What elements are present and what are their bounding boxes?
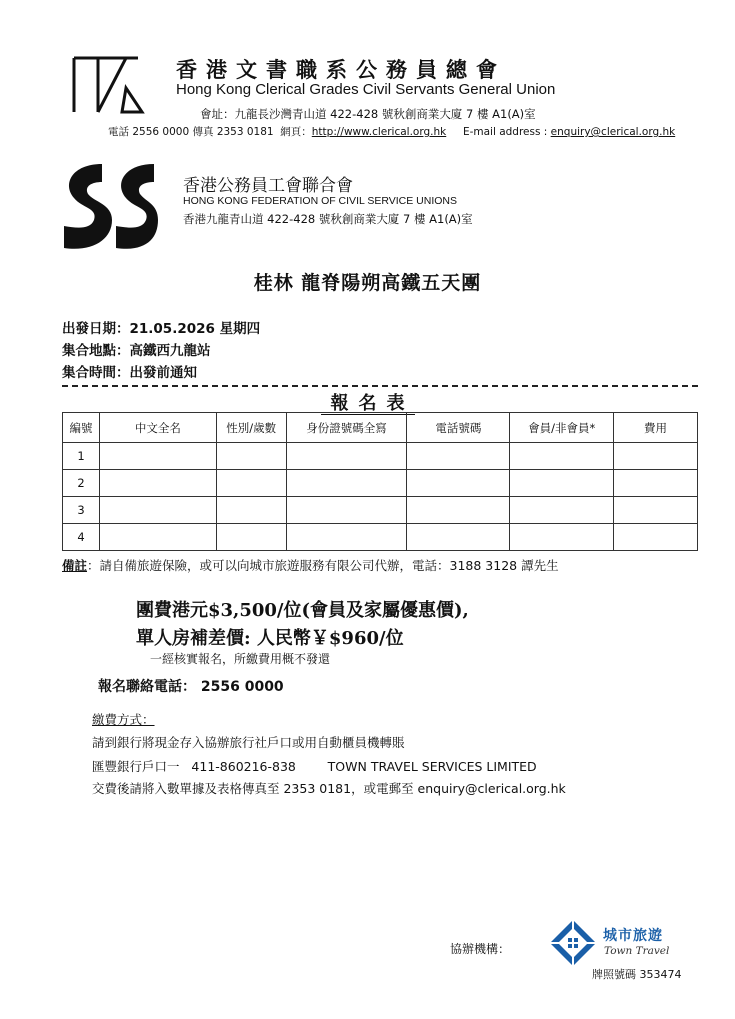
fax-value: 2353 0181 (216, 126, 274, 138)
payment-method-label: 繳費方式： (92, 712, 155, 727)
email-label: E-mail address : (462, 126, 548, 138)
fee-cell[interactable] (614, 524, 698, 551)
id-cell[interactable] (286, 470, 407, 497)
union-contact (108, 124, 675, 139)
table-row (63, 443, 698, 470)
phone-cell[interactable] (407, 443, 510, 470)
meeting-place: 集合地點：高鐵西九龍站 (62, 343, 211, 359)
col-fee: 費用 (614, 413, 698, 443)
fax-email-instruction: 交費後請將入數單據及表格傳真至 2353 0181，或電郵至 enquiry@clerical.org.hk (92, 781, 566, 796)
union-name-en: Hong Kong Clerical Grades Civil Servants General Union (176, 81, 556, 98)
departure-date: 出發日期：21.05.2026 星期四 (62, 321, 261, 337)
phone-cell[interactable] (407, 524, 510, 551)
row-number: 2 (63, 470, 100, 497)
single-room-supplement: 單人房補差價: 人民幣￥$960/位 (136, 628, 404, 649)
row-number: 3 (63, 497, 100, 524)
note-text: ：請自備旅遊保險，或可以向城市旅遊服務有限公司代辦，電話：3188 3128 譚先生 (87, 558, 559, 573)
fax-label: 傳真 (192, 126, 214, 138)
page-title: 桂林 龍脊陽朔高鐵五天團 (253, 272, 482, 294)
payment-instruction: 請到銀行將現金存入協辦旅行社戶口或用自動櫃員機轉賬 (92, 735, 405, 750)
town-travel-name-zh: 城市旅遊 (603, 928, 663, 944)
registration-phone: 報名聯絡電話： 2556 0000 (98, 679, 284, 695)
union-name-zh: 香港文書職系公務員總會 (176, 57, 506, 82)
id-cell[interactable] (286, 524, 407, 551)
union-logo-icon (68, 50, 148, 118)
tour-fee: 團費港元$3,500/位(會員及家屬優惠價), (136, 600, 469, 621)
insurance-note (62, 556, 559, 574)
phone-cell[interactable] (407, 470, 510, 497)
col-phone: 電話號碼 (407, 413, 510, 443)
email-link[interactable]: enquiry@clerical.org.hk (550, 126, 676, 138)
federation-name-zh: 香港公務員工會聯合會 (183, 176, 353, 196)
federation-name-en: HONG KONG FEDERATION OF CIVIL SERVICE UNIONS (183, 195, 458, 207)
col-gender-age: 性別/歲數 (216, 413, 286, 443)
name-cell[interactable] (99, 470, 216, 497)
id-cell[interactable] (286, 443, 407, 470)
web-label: 網頁： (280, 126, 312, 138)
registration-table (62, 412, 698, 551)
col-id: 身份證號碼全寫 (286, 413, 407, 443)
union-address: 會址：九龍長沙灣青山道 422-428 號秋創商業大廈 7 樓 A1(A)室 (200, 107, 536, 121)
col-number: 編號 (63, 413, 100, 443)
phone-cell[interactable] (407, 497, 510, 524)
id-cell[interactable] (286, 497, 407, 524)
gender-age-cell[interactable] (216, 497, 286, 524)
gender-age-cell[interactable] (216, 524, 286, 551)
fee-cell[interactable] (614, 470, 698, 497)
federation-address: 香港九龍青山道 422-428 號秋創商業大廈 7 樓 A1(A)室 (183, 212, 473, 226)
gender-age-cell[interactable] (216, 470, 286, 497)
table-row (63, 497, 698, 524)
name-cell[interactable] (99, 524, 216, 551)
name-cell[interactable] (99, 443, 216, 470)
license-number: 牌照號碼 353474 (592, 968, 682, 981)
member-cell[interactable] (510, 470, 614, 497)
table-header-row (63, 413, 698, 443)
fee-cell[interactable] (614, 443, 698, 470)
meeting-time: 集合時間：出發前通知 (62, 365, 197, 381)
form-title-text: 報名表 (321, 393, 415, 415)
no-refund-note: 一經核實報名，所繳費用概不發還 (150, 652, 331, 666)
member-cell[interactable] (510, 443, 614, 470)
col-member: 會員/非會員* (510, 413, 614, 443)
row-number: 4 (63, 524, 100, 551)
note-label: 備註 (62, 558, 88, 573)
table-row (63, 524, 698, 551)
town-travel-logo-icon (548, 918, 598, 968)
member-cell[interactable] (510, 497, 614, 524)
fee-cell[interactable] (614, 497, 698, 524)
federation-logo-icon (58, 158, 160, 254)
phone-value: 2556 0000 (132, 126, 190, 138)
member-cell[interactable] (510, 524, 614, 551)
col-name: 中文全名 (99, 413, 216, 443)
town-travel-name-en: Town Travel (604, 945, 670, 957)
web-link[interactable]: http://www.clerical.org.hk (311, 126, 447, 138)
dashed-divider (62, 385, 698, 387)
phone-label: 電話 (108, 126, 129, 138)
name-cell[interactable] (99, 497, 216, 524)
table-row (63, 470, 698, 497)
gender-age-cell[interactable] (216, 443, 286, 470)
bank-account: 匯豐銀行戶口一 411-860216-838 TOWN TRAVEL SERVICES LIMITED (92, 759, 537, 774)
row-number: 1 (63, 443, 100, 470)
organizer-label: 協辦機構： (450, 942, 511, 956)
